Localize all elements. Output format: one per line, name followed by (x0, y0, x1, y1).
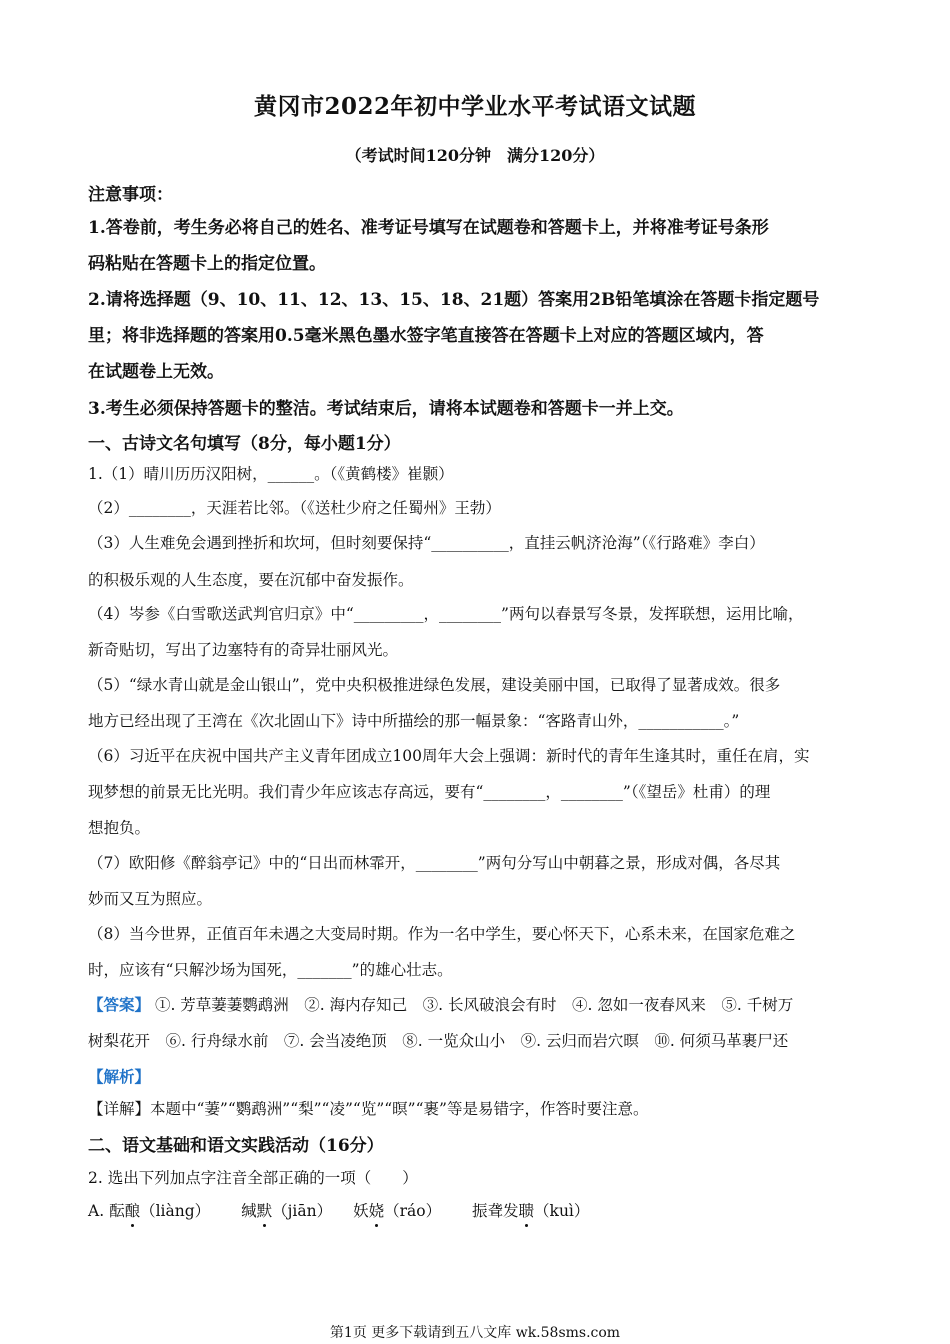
detail-line: 【详解】本题中“萋”“鹦鹉洲”“梨”“凌”“览”“暝”“裹”等是易错字，作答时要注意。 (88, 1100, 649, 1118)
notice-heading: 注意事项： (88, 185, 173, 205)
answer-line: 树梨花开 ⑥. 行舟绿水前 ⑦. 会当凌绝顶 ⑧. 一览众山小 ⑨. 云归而岩穴暝 ⑩. 何须马革裹尸还 (88, 1032, 789, 1050)
dotted-char: 聩 (519, 1199, 535, 1221)
question-line: 地方已经出现了王湾在《次北固山下》诗中所描绘的那一幅景象：“客路青山外，___________。” (88, 712, 740, 730)
question-line: （8）当今世界，正值百年未遇之大变局时期。作为一名中学生，要心怀天下，心系未来，在国家危难之 (88, 925, 796, 943)
question-line: 妙而又互为照应。 (88, 890, 213, 908)
page-footer: 第1页 更多下载请到五八文库 wk.58sms.com (329, 1325, 621, 1341)
question-line: （6）习近平在庆祝中国共产主义青年团成立100周年大会上强调：新时代的青年生逢其时，重任在肩，实 (88, 747, 810, 765)
option-item: 振聋发聩（kuì） (472, 1202, 589, 1220)
question-line: 想抱负。 (88, 819, 151, 837)
option-a (88, 1199, 589, 1221)
notice-line: 里；将非选择题的答案用0.5毫米黑色墨水签字笔直接答在答题卡上对应的答题区域内，答 (88, 326, 764, 346)
option-item: 妖娆（ráo） (353, 1202, 441, 1220)
question-line: （7）欧阳修《醉翁亭记》中的“日出而林霏开，________”两句分写山中朝暮之景，形成对偶，各尽其 (88, 854, 781, 872)
dotted-char: 默 (257, 1199, 273, 1221)
analysis-line (88, 1065, 150, 1087)
question-line: 2. 选出下列加点字注音全部正确的一项（ ） (88, 1169, 418, 1187)
notice-line: 码粘贴在答题卡上的指定位置。 (88, 254, 326, 274)
exam-info: （考试时间120分钟 满分120分） (345, 146, 605, 165)
section-heading: 一、古诗文名句填写（8分，每小题1分） (88, 434, 401, 454)
page-title: 黄冈市2022年初中学业水平考试语文试题 (253, 93, 696, 120)
question-line: （5）“绿水青山就是金山银山”，党中央积极推进绿色发展，建设美丽中国，已取得了显著成效。很多 (88, 676, 781, 694)
section-heading: 二、语文基础和语文实践活动（16分） (88, 1136, 384, 1156)
notice-line: 2.请将选择题（9、10、11、12、13、15、18、21题）答案用2B铅笔填涂在答题卡指定题号 (88, 290, 820, 310)
question-line: 1.（1）晴川历历汉阳树，______。（《黄鹤楼》崔颢） (88, 465, 454, 483)
option-item: 缄默（jiān） (241, 1202, 332, 1220)
question-line: （3）人生难免会遇到挫折和坎坷，但时刻要保持“__________，直挂云帆济沧海”（《行路难》李白） (88, 534, 765, 552)
dotted-char: 酿 (125, 1199, 141, 1221)
question-line: （4）岑参《白雪歌送武判官归京》中“_________，________”两句以春景写冬景，发挥联想，运用比喻， (88, 605, 804, 623)
notice-line: 3.考生必须保持答题卡的整洁。考试结束后，请将本试题卷和答题卡一并上交。 (88, 399, 684, 419)
notice-line: 在试题卷上无效。 (88, 362, 224, 382)
question-line: 现梦想的前景无比光明。我们青少年应该志存高远，要有“________，________”（《望岳》杜甫）的理 (88, 783, 771, 801)
dotted-char: 娆 (369, 1199, 385, 1221)
question-line: 的积极乐观的人生态度，要在沉郁中奋发振作。 (88, 571, 414, 589)
question-line: 时，应该有“只解沙场为国死，_______”的雄心壮志。 (88, 961, 453, 979)
answer-tag: 【答案】 (88, 995, 151, 1014)
question-line: 新奇贴切，写出了边塞特有的奇异壮丽风光。 (88, 641, 399, 659)
question-line: （2）________，天涯若比邻。（《送杜少府之任蜀州》王勃） (88, 499, 501, 517)
answer-line (88, 993, 793, 1015)
analysis-tag: 【解析】 (88, 1067, 151, 1086)
option-label: A. (88, 1202, 110, 1220)
answer-text: ①. 芳草萋萋鹦鹉洲 ②. 海内存知己 ③. 长风破浪会有时 ④. 忽如一夜春风来 ⑤. 千树万 (154, 996, 794, 1014)
option-item: 酝酿（liàng） (109, 1202, 210, 1220)
notice-line: 1.答卷前，考生务必将自己的姓名、准考证号填写在试题卷和答题卡上，并将准考证号条形 (88, 218, 769, 238)
